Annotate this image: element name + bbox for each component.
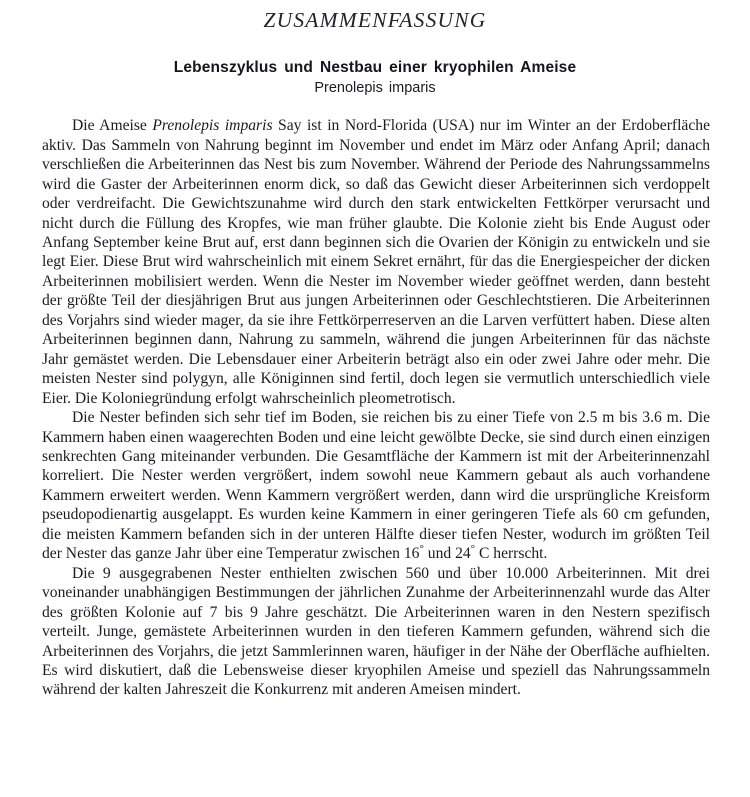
article-title: Lebenszyklus und Nestbau einer kryophilen Ameise xyxy=(173,58,577,76)
degree-symbol-icon-1: ° xyxy=(419,543,424,556)
species-name-inline: Prenolepis imparis xyxy=(152,117,273,135)
section-heading: ZUSAMMENFASSUNG xyxy=(263,8,487,32)
paragraph-1-text-before-species: Die Ameise xyxy=(72,117,153,135)
article-subtitle-species-name: Prenolepis imparis xyxy=(314,80,436,97)
paragraph-2-text-part-3: C herrscht. xyxy=(475,545,548,563)
paragraph-1-text-after-species: Say ist in Nord-Florida (USA) nur im Winter an der Erdoberfläche aktiv. Das Sammeln von Nahrung beginnt im November und endet im März oder Anfang April; danach verschließen die Arbeiterinnen das Nest bis zum November. Während der Periode des Nahrungssammelns wird die Gaster der Arbeiterinnen enorm dick, so daß das Gewicht dieser Arbeiterinnen sich verdoppelt oder verdreifacht. Die Gewichtszunahme wird durch den stark entwickelten Fettkörper verursacht und nicht durch die Füllung des Kropfes, wie man früher glaubte. Die Kolonie zieht bis Ende August oder Anfang September keine Brut auf, erst dann beginnen sich die Ovarien der Königin zu entwickeln und sie legt Eier. Diese Brut wird wahrscheinlich mit einem Sekret ernährt, für das die Energiespeicher der dicken Arbeiterinnen mobilisiert werden. Wenn die Nester im November wieder geöffnet werden, dann besteht der größte Teil der diesjährigen Brut aus jungen Arbeiterinnen oder Geschlechtstieren. Die Arbeiterinnen des Vorjahrs sind wieder mager, da sie ihre Fettkörperreserven an die Larven verfüttert haben. Diese alten Arbeiterinnen beginnen dann, Nahrung zu sammeln, während die jungen Arbeiterinnen für das nächste Jahr gemästet werden. Die Lebensdauer einer Arbeiterin beträgt also ein oder zwei Jahre oder mehr. Die meisten Nester sind polygyn, alle Königinnen sind fertil, doch legen sie vermutlich unterschiedlich viele Eier. Die Koloniegründung erfolgt wahrscheinlich pleometrotisch. xyxy=(42,117,710,407)
degree-symbol-icon-2: ° xyxy=(470,543,476,556)
paragraph-2 xyxy=(42,408,710,564)
paragraph-1 xyxy=(42,116,710,408)
paragraph-2-text-part-2: und 24 xyxy=(423,545,471,563)
abstract-body xyxy=(0,97,750,700)
paragraph-2-text-part-1: Die Nester befinden sich sehr tief im Boden, sie reichen bis zu einer Tiefe von 2.5 m bis 3.6 m. Die Kammern haben einen waagerechten Boden und eine leicht gewölbte Decke, sie sind durch einen einzigen senkrechten Gang miteinander verbunden. Die Gesamtfläche der Kammern ist mit der Arbeiterinnenzahl korreliert. Die Nester werden vergrößert, indem sowohl neue Kammern gebaut als auch vorhandene Kammern erweitert werden. Wenn Kammern vergrößert werden, dann wird die ursprüngliche Kreisform pseudopodienartig ausgelappt. Es wurden keine Kammern in einer geringeren Tiefe als 60 cm gefunden, die meisten Kammern befanden sich in der unteren Hälfte dieser tiefen Nester, wodurch im größten Teil der Nester das ganze Jahr über eine Temperatur zwischen 16 xyxy=(42,409,710,563)
paragraph-3: Die 9 ausgegrabenen Nester enthielten zwischen 560 und über 10.000 Arbeiterinnen. Mit drei voneinander unabhängigen Bestimmungen der jährlichen Zunahme der Arbeiterinnenzahl wurde das Alter des größten Kolonie auf 7 bis 9 Jahre geschätzt. Die Arbeiterinnen waren in den Nestern spezifisch verteilt. Junge, gemästete Arbeiterinnen wurden in den tieferen Kammern gefunden, während sich die Arbeiterinnen des Vorjahrs, die jetzt Sammlerinnen waren, häufiger in der Nähe der Oberfläche aufhielten. Es wird diskutiert, daß die Lebensweise dieser kryophilen Ameise und speziell das Nahrungssammeln während der kalten Jahreszeit die Konkurrenz mit anderen Ameisen mindert. xyxy=(42,564,710,699)
